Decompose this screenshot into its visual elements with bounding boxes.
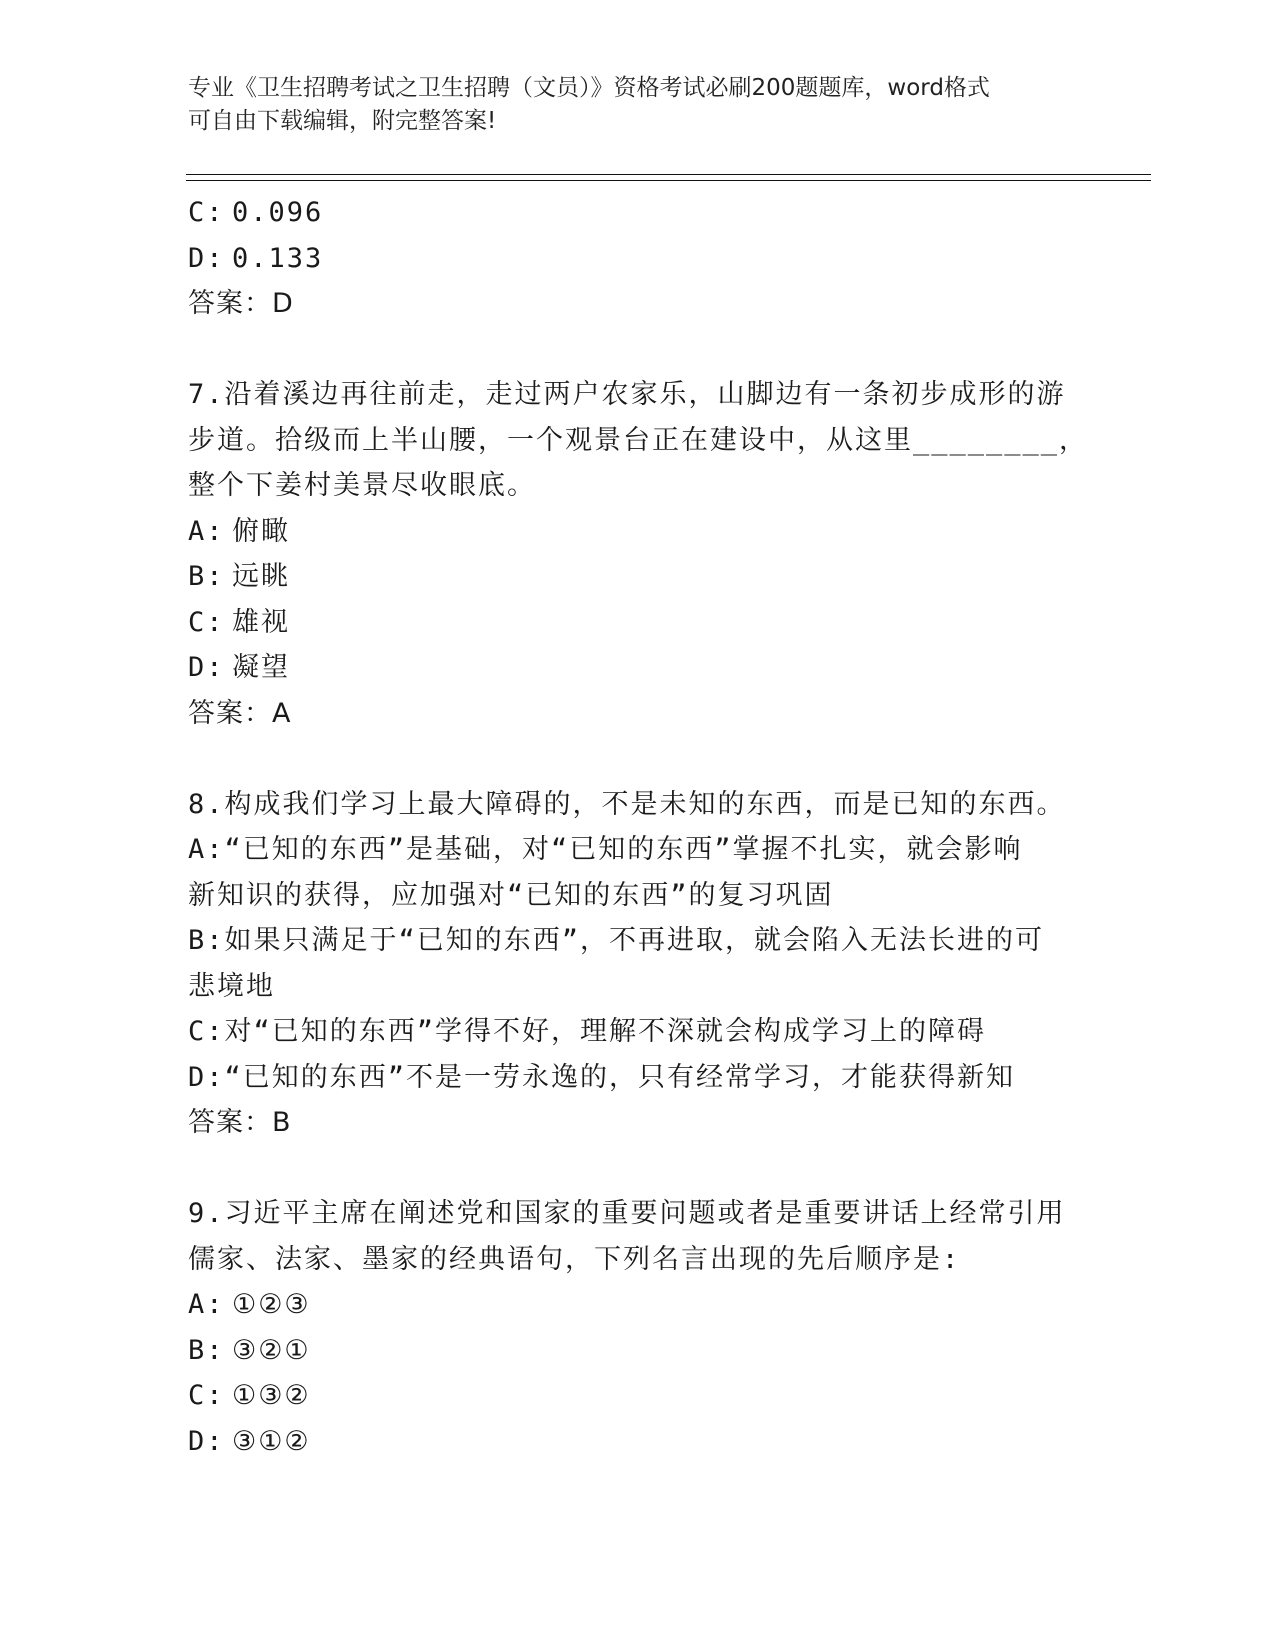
option-a: A: 俯瞰 xyxy=(188,515,290,547)
option-c: C: 0.096 xyxy=(188,197,324,228)
header-line-2: 可自由下载编辑，附完整答案! xyxy=(188,108,497,134)
option-b-line: B:如果只满足于“已知的东西”，不再进取，就会陷入无法长进的可 xyxy=(188,925,1045,956)
question-9 xyxy=(188,1191,1088,1464)
answer-label: 答案：D xyxy=(188,288,294,319)
question-text-line: 7.沿着溪边再往前走，走过两户农家乐，山脚边有一条初步成形的游 xyxy=(188,379,1066,410)
question-text-line: 8.构成我们学习上最大障碍的，不是未知的东西，而是已知的东西。 xyxy=(188,788,1066,820)
question-content xyxy=(188,190,1088,1464)
question-7 xyxy=(188,372,1088,736)
option-c: C: ①③② xyxy=(188,1380,311,1411)
header-divider-bottom xyxy=(186,180,1151,181)
option-d: D: 凝望 xyxy=(188,652,290,683)
question-text-line: 整个下姜村美景尽收眼底。 xyxy=(188,470,536,501)
document-header xyxy=(188,72,1088,138)
header-divider-top xyxy=(186,174,1151,175)
question-text-line: 儒家、法家、墨家的经典语句，下列名言出现的先后顺序是: xyxy=(188,1243,961,1275)
answer-label: 答案：A xyxy=(188,697,292,729)
option-c-line: C:对“已知的东西”学得不好，理解不深就会构成学习上的障碍 xyxy=(188,1016,987,1047)
option-a-line: A:“已知的东西”是基础，对“已知的东西”掌握不扎实，就会影响 xyxy=(188,834,1023,865)
option-a-line: 新知识的获得，应加强对“已知的东西”的复习巩固 xyxy=(188,879,834,911)
question-6-tail xyxy=(188,190,1088,327)
option-c: C: 雄视 xyxy=(188,606,290,638)
option-d-line: D:“已知的东西”不是一劳永逸的，只有经常学习，才能获得新知 xyxy=(188,1061,1016,1093)
question-text-line: 步道。拾级而上半山腰，一个观景台正在建设中，从这里________， xyxy=(188,424,1089,456)
option-d: D: ③①② xyxy=(188,1425,311,1457)
option-b: B: 远眺 xyxy=(188,561,290,592)
option-b: B: ③②① xyxy=(188,1334,311,1366)
option-a: A: ①②③ xyxy=(188,1289,311,1320)
answer-label: 答案：B xyxy=(188,1107,292,1138)
header-line-1: 专业《卫生招聘考试之卫生招聘（文员）》资格考试必刷200题题库，word格式 xyxy=(188,75,990,101)
question-8 xyxy=(188,782,1088,1146)
option-b-line: 悲境地 xyxy=(188,970,275,1002)
option-d: D: 0.133 xyxy=(188,242,324,274)
question-text-line: 9.习近平主席在阐述党和国家的重要问题或者是重要讲话上经常引用 xyxy=(188,1198,1066,1229)
